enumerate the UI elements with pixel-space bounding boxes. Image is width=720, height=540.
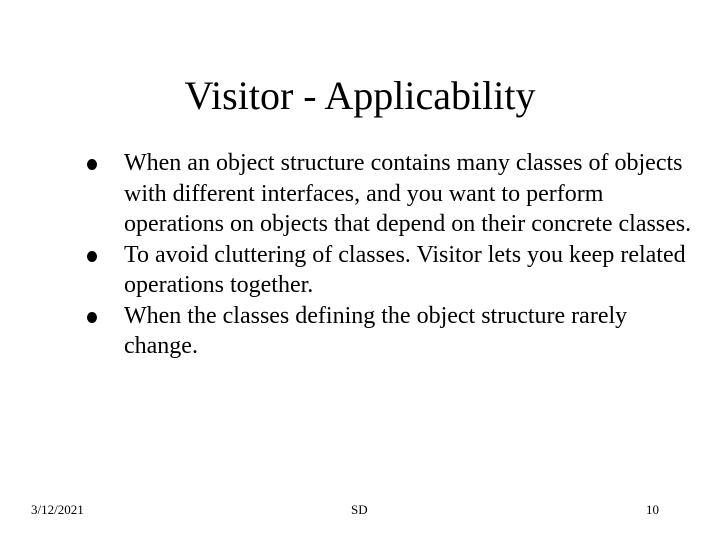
bullet-item [82,301,702,362]
bullet-text: To avoid cluttering of classes. Visitor lets you keep related operations together. [124,241,686,298]
bullet-item [82,148,702,240]
bullet-dot-icon [87,159,97,170]
bullet-dot-icon [87,251,97,262]
bullet-item [82,240,702,301]
page-number: 10 [646,502,659,517]
footer-center-label: SD [351,502,368,517]
bullet-text: When an object structure contains many classes of objects with different interfaces, and you want to perform operations on objects that depend on their concrete classes. [124,150,692,237]
bullet-dot-icon [87,312,97,323]
bullet-list [82,148,702,362]
footer-date: 3/12/2021 [31,502,84,517]
bullet-text: When the classes defining the object structure rarely change. [124,302,628,359]
slide-title: Visitor - Applicability [184,73,536,118]
